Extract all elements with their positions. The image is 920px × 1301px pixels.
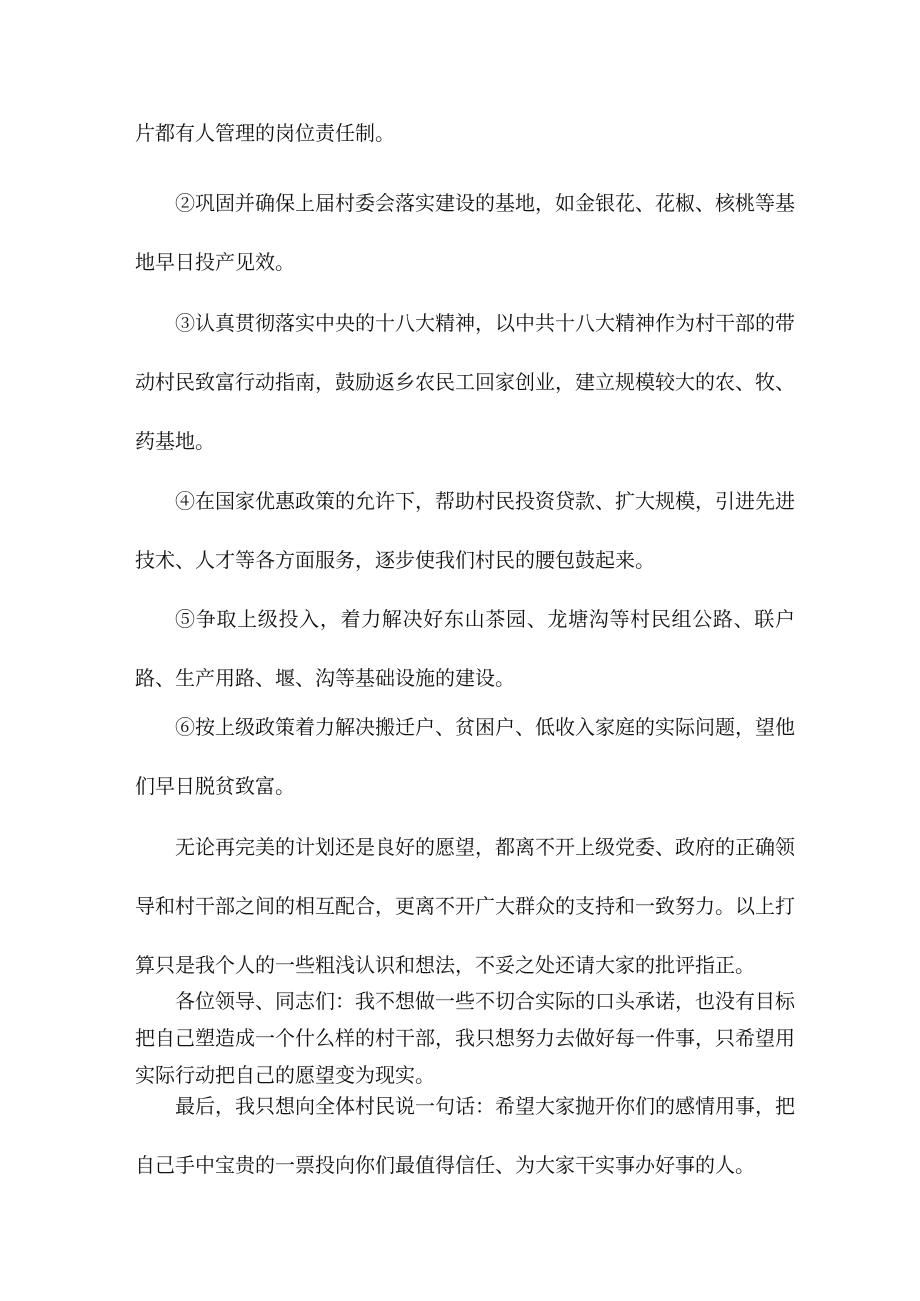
paragraph-item-5: ⑤争取上级投入，着力解决好东山茶园、龙塘沟等村民组公路、联户路、生产用路、堰、沟等基础设施的建设。: [135, 607, 795, 690]
paragraph-conclusion: 无论再完美的计划还是良好的愿望，都离不开上级党委、政府的正确领导和村干部之间的相互配合，更离不开广大群众的支持和一致努力。以上打算只是我个人的一些粗浅认识和想法，不妥之处还请大家的批评指正。: [135, 835, 795, 977]
paragraph-item-6: ⑥按上级政策着力解决搬迁户、贫困户、低收入家庭的实际问题，望他们早日脱贫致富。: [135, 715, 795, 798]
paragraph-continuation: 片都有人管理的岗位责任制。: [135, 121, 395, 145]
paragraph-item-3: ③认真贯彻落实中央的十八大精神，以中共十八大精神作为村干部的带动村民致富行动指南，鼓励返乡农民工回家创业，建立规模较大的农、牧、药基地。: [135, 311, 795, 453]
paragraph-address: 各位领导、同志们：我不想做一些不切合实际的口头承诺，也没有目标把自己塑造成一个什么样的村干部，我只想努力去做好每一件事，只希望用实际行动把自己的愿望变为现实。: [135, 989, 795, 1087]
paragraph-item-4: ④在国家优惠政策的允许下，帮助村民投资贷款、扩大规模，引进先进技术、人才等各方面服务，逐步使我们村民的腰包鼓起来。: [135, 489, 795, 572]
paragraph-closing: 最后，我只想向全体村民说一句话：希望大家抛开你们的感情用事，把自己手中宝贵的一票投向你们最值得信任、为大家干实事办好事的人。: [135, 1094, 795, 1177]
paragraph-item-2: ②巩固并确保上届村委会落实建设的基地，如金银花、花椒、核桃等基地早日投产见效。: [135, 191, 795, 274]
